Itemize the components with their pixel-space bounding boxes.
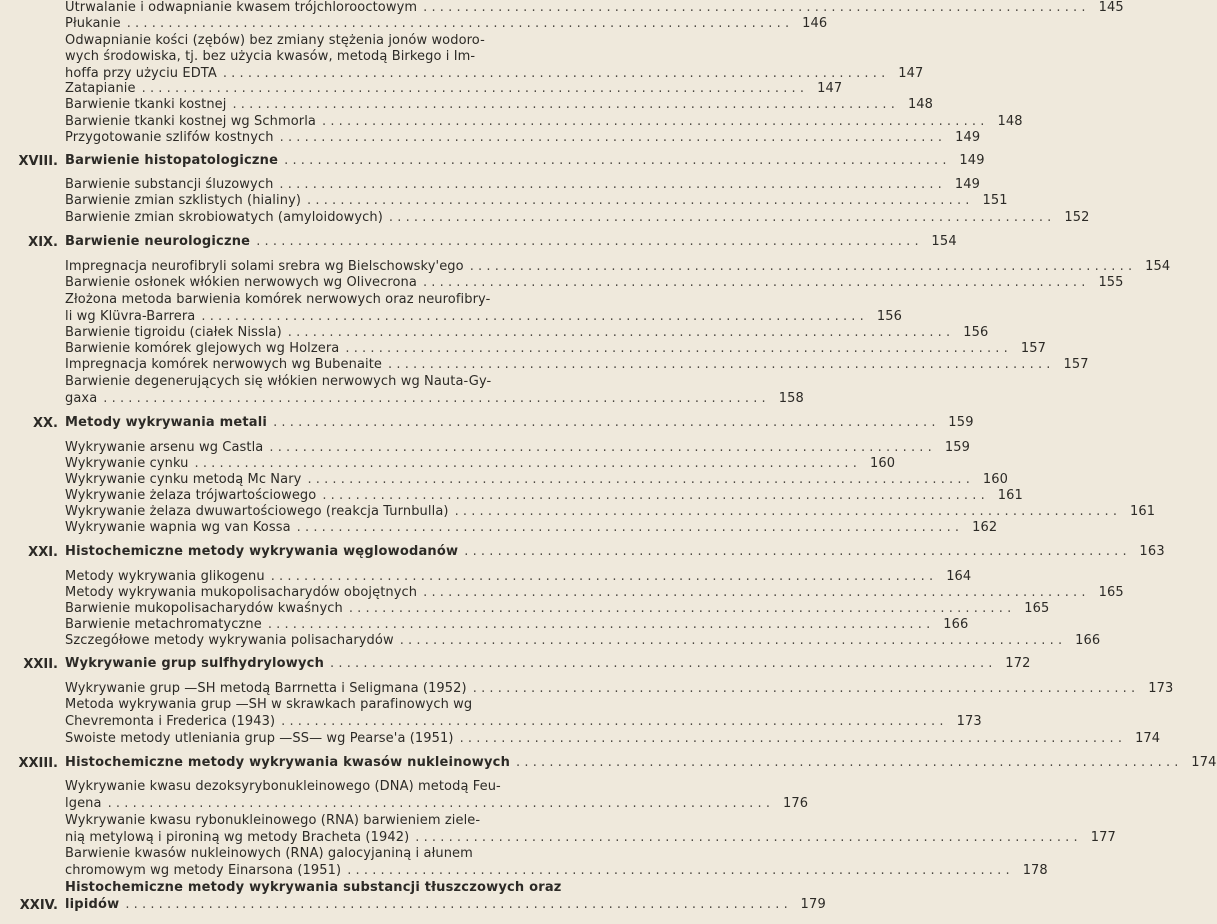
- toc-entry: [0, 96, 934, 114]
- leader-and-page: [281, 713, 982, 731]
- page-number: 174: [1135, 730, 1161, 746]
- toc-entry: [0, 274, 1124, 292]
- dot-leader: ................................................................................: [256, 233, 923, 249]
- chapter-number: XXI.: [28, 545, 58, 560]
- page-number: 160: [869, 455, 896, 471]
- leader-and-page: [345, 340, 1046, 358]
- page-number: 172: [1005, 655, 1031, 671]
- chapter-title: Histochemiczne metody wykrywania kwasów nukleinowych: [65, 754, 511, 770]
- entry-body: [65, 754, 1217, 772]
- entry-title: Zatapianie: [65, 80, 136, 96]
- entry-body: [65, 96, 934, 114]
- entry-body: [65, 487, 1023, 505]
- toc-entry: [0, 503, 1156, 521]
- page-number: 147: [817, 80, 843, 96]
- leader-and-page: [126, 15, 828, 33]
- entry-body: [65, 632, 1101, 650]
- toc-entry: [0, 374, 804, 407]
- entry-title: Metoda wykrywania grup —SH w skrawkach parafinowych wg Chevremonta i Frederica (1943): [65, 697, 473, 729]
- entry-body: [65, 655, 1031, 673]
- chapter-title: Wykrywanie grup sulfhydrylowych: [65, 655, 325, 671]
- page-number: 159: [944, 439, 970, 455]
- entry-body: [65, 129, 981, 147]
- leader-and-page: [388, 209, 1090, 227]
- toc-entry: [0, 0, 1124, 16]
- chapter-title: Barwienie neurologiczne: [65, 233, 251, 249]
- dot-leader: ................................................................................: [267, 616, 935, 632]
- entry-body: [65, 192, 1008, 210]
- entry-body: [65, 274, 1124, 292]
- dot-leader: ................................................................................: [307, 471, 975, 487]
- entry-body: [65, 779, 809, 812]
- page-number: 165: [1024, 600, 1050, 616]
- toc-entry: [0, 455, 896, 473]
- entry-title: Wykrywanie grup —SH metodą Barrnetta i Seligmana (1952): [65, 680, 467, 696]
- chapter-number: XXIII.: [18, 756, 58, 771]
- entry-title: Wykrywanie żelaza dwuwartościowego (reakcja Turnbulla): [65, 503, 449, 519]
- leader-and-page: [464, 543, 1165, 561]
- chapter-title: Barwienie histopatologiczne: [65, 152, 279, 168]
- dot-leader: ................................................................................: [284, 152, 951, 168]
- dot-leader: ................................................................................: [422, 274, 1090, 290]
- dot-leader: ................................................................................: [141, 80, 809, 96]
- chapter-title: Histochemiczne metody wykrywania substancji tłuszczowych oraz lipidów: [65, 880, 562, 912]
- toc-entry: [0, 439, 970, 457]
- leader-and-page: [307, 192, 1008, 210]
- leader-and-page: [256, 233, 957, 251]
- entry-body: [65, 374, 804, 407]
- dot-leader: ................................................................................: [269, 439, 936, 455]
- page-number: 157: [1020, 340, 1046, 356]
- page-number: 162: [972, 519, 998, 535]
- leader-and-page: [107, 795, 809, 813]
- page-number: 149: [959, 152, 985, 168]
- dot-leader: ................................................................................: [330, 655, 997, 671]
- entry-title: Barwienie tigroidu (ciałek Nissla): [65, 324, 282, 340]
- toc-entry: [0, 129, 981, 147]
- toc-entry: [0, 340, 1046, 358]
- dot-leader: ................................................................................: [469, 258, 1137, 274]
- entry-body: [65, 846, 1048, 879]
- leader-and-page: [103, 390, 804, 408]
- page-number: 174: [1191, 754, 1217, 770]
- entry-body: [65, 568, 972, 586]
- entry-title: Metody wykrywania glikogenu: [65, 568, 265, 584]
- entry-title: Złożona metoda barwienia komórek nerwowych oraz neurofibry- li wg Klüvra-Barrera: [65, 292, 491, 324]
- dot-leader: ................................................................................: [464, 543, 1131, 559]
- entry-body: [65, 258, 1171, 276]
- dot-leader: ................................................................................: [125, 896, 792, 912]
- entry-title: Wykrywanie wapnia wg van Kossa: [65, 519, 291, 535]
- toc-entry: [0, 356, 1089, 374]
- entry-body: [65, 730, 1161, 748]
- toc-chapter-entry: [0, 655, 1031, 673]
- dot-leader: ................................................................................: [307, 192, 974, 208]
- dot-leader: ................................................................................: [287, 324, 955, 340]
- toc-chapter-entry: [0, 543, 1165, 561]
- toc-entry: [0, 32, 924, 83]
- leader-and-page: [125, 896, 826, 914]
- page-number: 155: [1098, 274, 1124, 290]
- leader-and-page: [347, 862, 1048, 880]
- entry-body: [65, 209, 1090, 227]
- entry-body: [65, 292, 902, 325]
- toc-entry: [0, 730, 1161, 748]
- leader-and-page: [423, 0, 1124, 16]
- dot-leader: ................................................................................: [281, 713, 948, 729]
- page-number: 151: [982, 192, 1008, 208]
- entry-body: [65, 697, 982, 730]
- toc-entry: [0, 568, 972, 586]
- entry-body: [65, 152, 985, 170]
- page-number: 145: [1098, 0, 1124, 15]
- page-number: 149: [955, 129, 981, 145]
- leader-and-page: [348, 600, 1050, 618]
- page-number: 163: [1139, 543, 1165, 559]
- entry-title: Impregnacja neurofibryli solami srebra wg Bielschowsky'ego: [65, 258, 464, 274]
- dot-leader: ................................................................................: [516, 754, 1183, 770]
- entry-title: Przygotowanie szlifów kostnych: [65, 129, 274, 145]
- leader-and-page: [423, 584, 1124, 602]
- page-number: 159: [948, 414, 974, 430]
- entry-title: Barwienie kwasów nukleinowych (RNA) galocyjaniną i ałunem chromowym wg metody Einarsona (1951): [65, 846, 473, 878]
- dot-leader: ................................................................................: [279, 176, 947, 192]
- chapter-title: Histochemiczne metody wykrywania węglowodanów: [65, 543, 459, 559]
- entry-body: [65, 455, 896, 473]
- dot-leader: ................................................................................: [232, 96, 900, 112]
- entry-title: Wykrywanie kwasu rybonukleinowego (RNA) barwieniem ziele- nią metylową i pironiną wg metody Bracheta (1942): [65, 813, 481, 845]
- entry-body: [65, 584, 1124, 602]
- toc-entry: [0, 846, 1048, 879]
- toc-entry: [0, 697, 982, 730]
- leader-and-page: [141, 80, 843, 98]
- toc-chapter-entry: [0, 233, 957, 251]
- entry-body: [65, 880, 826, 913]
- page-number: 166: [943, 616, 969, 632]
- leader-and-page: [287, 324, 989, 342]
- dot-leader: ................................................................................: [459, 730, 1127, 746]
- toc-entry: [0, 292, 902, 325]
- dot-leader: ................................................................................: [222, 65, 890, 81]
- entry-body: [65, 80, 843, 98]
- entry-body: [65, 471, 1009, 489]
- leader-and-page: [270, 568, 972, 586]
- toc-entry: [0, 680, 1174, 698]
- entry-body: [65, 543, 1165, 561]
- page-number: 158: [778, 390, 804, 406]
- dot-leader: ................................................................................: [103, 390, 770, 406]
- dot-leader: ................................................................................: [279, 129, 947, 145]
- entry-body: [65, 324, 989, 342]
- dot-leader: ................................................................................: [415, 829, 1082, 845]
- leader-and-page: [422, 274, 1124, 292]
- chapter-number: XVIII.: [18, 154, 58, 169]
- entry-body: [65, 113, 1023, 131]
- entry-body: [65, 813, 1116, 846]
- entry-title: Barwienie zmian szklistych (hialiny): [65, 192, 302, 208]
- leader-and-page: [232, 96, 934, 114]
- dot-leader: ................................................................................: [423, 584, 1090, 600]
- leader-and-page: [296, 519, 998, 537]
- page-number: 157: [1063, 356, 1089, 372]
- entry-title: Swoiste metody utleniania grup —SS— wg Pearse'a (1951): [65, 730, 454, 746]
- entry-body: [65, 600, 1050, 618]
- page-number: 165: [1098, 584, 1124, 600]
- dot-leader: ................................................................................: [273, 414, 940, 430]
- dot-leader: ................................................................................: [472, 680, 1140, 696]
- entry-body: [65, 414, 974, 432]
- leader-and-page: [284, 152, 985, 170]
- leader-and-page: [472, 680, 1174, 698]
- toc-entry: [0, 584, 1124, 602]
- leader-and-page: [267, 616, 969, 634]
- toc-entry: [0, 176, 981, 194]
- leader-and-page: [415, 829, 1116, 847]
- entry-title: Barwienie zmian skrobiowatych (amyloidowych): [65, 209, 383, 225]
- entry-title: Wykrywanie cynku metodą Mc Nary: [65, 471, 302, 487]
- page-number: 154: [1145, 258, 1171, 274]
- entry-title: Barwienie tkanki kostnej wg Schmorla: [65, 113, 316, 129]
- entry-title: Barwienie metachromatyczne: [65, 616, 262, 632]
- leader-and-page: [459, 730, 1161, 748]
- toc-chapter-entry: [0, 880, 826, 913]
- toc-chapter-entry: [0, 754, 1217, 772]
- page-number: 179: [800, 896, 826, 912]
- leader-and-page: [279, 176, 981, 194]
- page-number: 148: [907, 96, 934, 112]
- entry-title: Wykrywanie arsenu wg Castla: [65, 439, 264, 455]
- dot-leader: ................................................................................: [388, 356, 1055, 372]
- toc-entry: [0, 813, 1116, 846]
- page-number: 149: [954, 176, 981, 192]
- leader-and-page: [269, 439, 970, 457]
- chapter-number: XXIV.: [19, 898, 58, 913]
- toc-entry: [0, 113, 1023, 131]
- leader-and-page: [194, 455, 896, 473]
- dot-leader: ................................................................................: [126, 15, 794, 31]
- dot-leader: ................................................................................: [347, 862, 1014, 878]
- leader-and-page: [399, 632, 1101, 650]
- entry-body: [65, 680, 1174, 698]
- leader-and-page: [454, 503, 1156, 521]
- page-number: 173: [1148, 680, 1174, 696]
- toc-entry: [0, 258, 1171, 276]
- entry-title: Płukanie: [65, 15, 121, 31]
- page-number: 154: [931, 233, 957, 249]
- page-number: 146: [802, 15, 828, 31]
- dot-leader: ................................................................................: [201, 308, 868, 324]
- entry-title: Barwienie substancji śluzowych: [65, 176, 274, 192]
- entry-title: Utrwalanie i odwapnianie kwasem trójchlorooctowym: [65, 0, 418, 15]
- leader-and-page: [201, 308, 902, 326]
- toc-entry: [0, 209, 1090, 227]
- entry-title: Impregnacja komórek nerwowych wg Bubenaite: [65, 356, 383, 372]
- entry-title: Barwienie degenerujących się włókien nerwowych wg Nauta-Gy- gaxa: [65, 374, 492, 406]
- toc-entry: [0, 192, 1008, 210]
- dot-leader: ................................................................................: [322, 487, 989, 503]
- page-number: 152: [1064, 209, 1090, 225]
- entry-body: [65, 439, 970, 457]
- page-number: 173: [956, 713, 982, 729]
- leader-and-page: [307, 471, 1009, 489]
- entry-title: Wykrywanie cynku: [65, 455, 189, 471]
- toc-entry: [0, 600, 1050, 618]
- leader-and-page: [273, 414, 974, 432]
- entry-body: [65, 233, 957, 251]
- chapter-number: XXII.: [23, 657, 58, 672]
- entry-title: Wykrywanie kwasu dezoksyrybonukleinowego (DNA) metodą Feu- lgena: [65, 779, 501, 811]
- dot-leader: ................................................................................: [107, 795, 775, 811]
- page-number: 148: [997, 113, 1023, 129]
- entry-title: Barwienie osłonek włókien nerwowych wg Olivecrona: [65, 274, 417, 290]
- page-number: 177: [1090, 829, 1116, 845]
- dot-leader: ................................................................................: [454, 503, 1122, 519]
- toc-entry: [0, 779, 809, 812]
- entry-title: Barwienie tkanki kostnej: [65, 96, 227, 112]
- entry-title: Szczegółowe metody wykrywania polisacharydów: [65, 632, 394, 648]
- chapter-number: XIX.: [28, 235, 58, 250]
- chapter-title: Metody wykrywania metali: [65, 414, 268, 430]
- page-number: 156: [963, 324, 989, 340]
- entry-body: [65, 340, 1046, 358]
- page-number: 166: [1075, 632, 1101, 648]
- entry-title: Metody wykrywania mukopolisacharydów obojętnych: [65, 584, 418, 600]
- toc-chapter-entry: [0, 414, 974, 432]
- leader-and-page: [322, 113, 1023, 131]
- entry-title: Odwapnianie kości (zębów) bez zmiany stężenia jonów wodoro- wych środowiska, tj. bez użycia kwasów, metodą Birkego i Im- hoffa przy użyciu EDTA: [65, 32, 485, 81]
- toc-entry: [0, 487, 1023, 505]
- leader-and-page: [388, 356, 1089, 374]
- dot-leader: ................................................................................: [399, 632, 1067, 648]
- entry-body: [65, 15, 828, 33]
- dot-leader: ................................................................................: [296, 519, 964, 535]
- toc-entry: [0, 632, 1101, 650]
- dot-leader: ................................................................................: [194, 455, 862, 471]
- leader-and-page: [516, 754, 1217, 772]
- toc-entry: [0, 471, 1009, 489]
- entry-title: Barwienie komórek glejowych wg Holzera: [65, 340, 340, 356]
- toc-entry: [0, 15, 828, 33]
- page-number: 161: [997, 487, 1023, 503]
- dot-leader: ................................................................................: [270, 568, 938, 584]
- page-number: 178: [1022, 862, 1048, 878]
- dot-leader: ................................................................................: [348, 600, 1016, 616]
- entry-body: [65, 176, 981, 194]
- entry-body: [65, 503, 1156, 521]
- dot-leader: ................................................................................: [345, 340, 1012, 356]
- entry-body: [65, 616, 969, 634]
- toc-entry: [0, 324, 989, 342]
- dot-leader: ................................................................................: [423, 0, 1090, 15]
- leader-and-page: [279, 129, 981, 147]
- entry-body: [65, 0, 1124, 16]
- page-number: 161: [1130, 503, 1156, 519]
- toc-chapter-entry: [0, 152, 985, 170]
- leader-and-page: [469, 258, 1171, 276]
- leader-and-page: [322, 487, 1023, 505]
- entry-body: [65, 32, 924, 83]
- leader-and-page: [330, 655, 1031, 673]
- toc-entry: [0, 616, 969, 634]
- entry-title: Wykrywanie żelaza trójwartościowego: [65, 487, 317, 503]
- entry-title: Barwienie mukopolisacharydów kwaśnych: [65, 600, 343, 616]
- chapter-number: XX.: [33, 416, 58, 431]
- toc-entry: [0, 80, 843, 98]
- page-number: 160: [982, 471, 1009, 487]
- page-number: 176: [783, 795, 809, 811]
- page-number: 164: [946, 568, 972, 584]
- dot-leader: ................................................................................: [322, 113, 989, 129]
- entry-body: [65, 519, 998, 537]
- dot-leader: ................................................................................: [388, 209, 1056, 225]
- page-number: 156: [876, 308, 902, 324]
- entry-body: [65, 356, 1089, 374]
- toc-entry: [0, 519, 998, 537]
- page-number: 147: [898, 65, 924, 81]
